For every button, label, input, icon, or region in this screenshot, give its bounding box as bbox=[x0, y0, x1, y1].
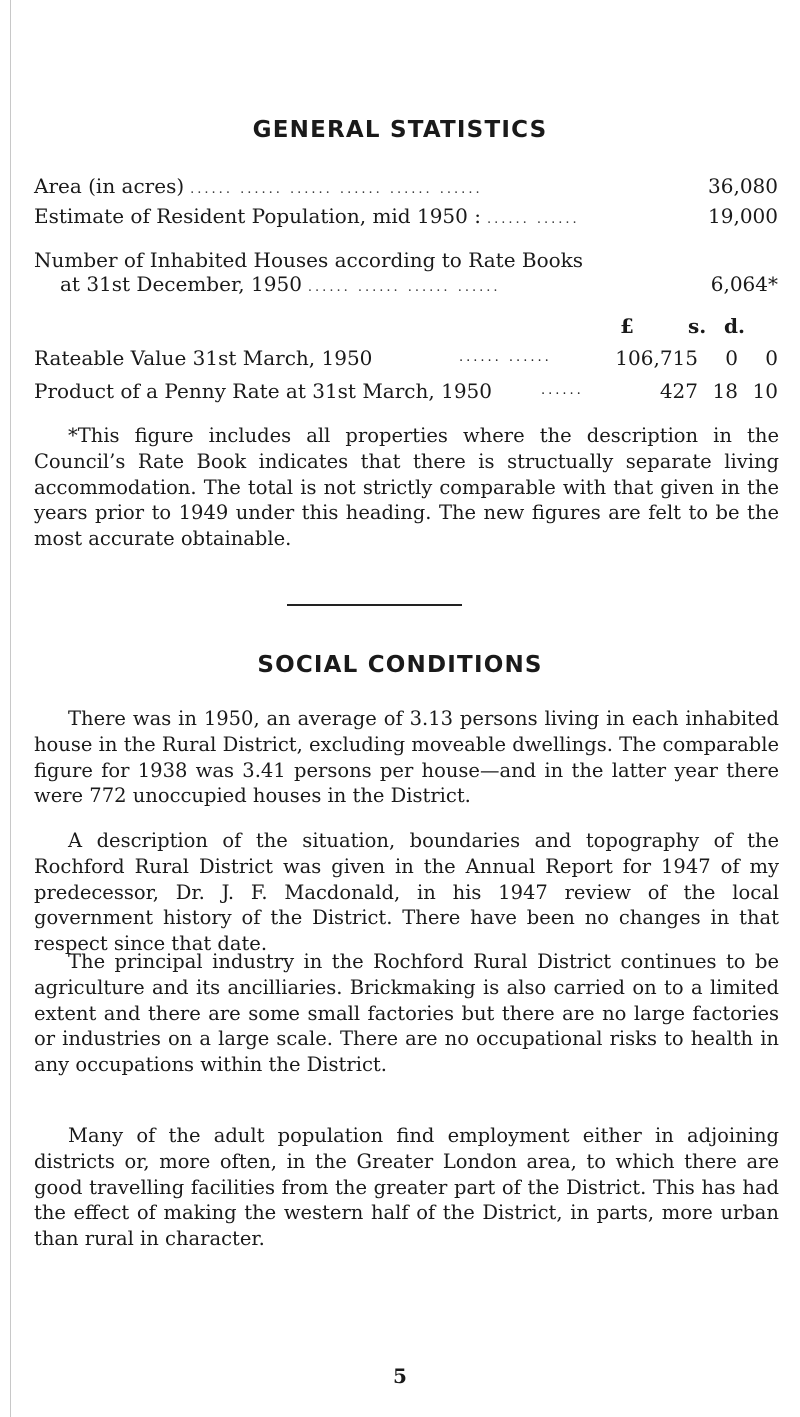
section-divider bbox=[287, 604, 462, 606]
area-value: 36,080 bbox=[708, 174, 778, 198]
rateable-value-row bbox=[34, 346, 778, 372]
penny-shillings: 18 bbox=[712, 379, 738, 403]
general-statistics-heading: GENERAL STATISTICS bbox=[252, 117, 548, 143]
rateable-leader-dots: ...... ...... bbox=[459, 350, 552, 365]
population-label: Estimate of Resident Population, mid 1950 : bbox=[34, 204, 481, 228]
pence-column-header: d. bbox=[724, 314, 745, 338]
penny-rate-row bbox=[34, 379, 778, 405]
shillings-column-header: s. bbox=[688, 314, 707, 338]
penny-leader-dots: ...... bbox=[541, 383, 584, 398]
houses-row-line-1 bbox=[34, 248, 778, 274]
social-paragraph-3: The principal industry in the Rochford Rural District continues to be agriculture and its ancilliaries. Brickmaking is also carried on to a limited extent and there are some small factories but there are no large factories or industries on a large scale. There are no occupational risks to health in any occupations within the District. bbox=[34, 950, 779, 1077]
area-leader-dots: ...... ...... ...... ...... ...... ...... bbox=[190, 182, 483, 197]
rateable-pence: 0 bbox=[765, 346, 778, 370]
area-row bbox=[34, 174, 778, 200]
social-conditions-heading: SOCIAL CONDITIONS bbox=[257, 652, 543, 678]
population-value: 19,000 bbox=[708, 204, 778, 228]
houses-value: 6,064* bbox=[710, 272, 778, 296]
pounds-column-header: £ bbox=[620, 314, 634, 338]
area-label: Area (in acres) bbox=[34, 174, 185, 198]
social-paragraph-2: A description of the situation, boundaries and topography of the Rochford Rural District was given in the Annual Report for 1947 of my predecessor, Dr. J. F. Macdonald, in his 1947 review of the local government history of the District. There have been no changes in that respect since that date. bbox=[34, 829, 779, 956]
population-row bbox=[34, 204, 778, 230]
rateable-value-label: Rateable Value 31st March, 1950 bbox=[34, 346, 373, 370]
social-paragraph-1: There was in 1950, an average of 3.13 persons living in each inhabited house in the Rural District, excluding moveable dwellings. The comparable figure for 1938 was 3.41 persons per house—and in the latter year there were 772 unoccupied houses in the District. bbox=[34, 707, 779, 808]
page-number: 5 bbox=[393, 1364, 407, 1388]
houses-label-line-1: Number of Inhabited Houses according to Rate Books bbox=[34, 248, 584, 272]
social-paragraph-4: Many of the adult population find employment either in adjoining districts or, more often, in the Greater London area, to which there are good travelling facilities from the greater part of the District. This has had the effect of making the western half of the District, in parts, more urban than rural in character. bbox=[34, 1124, 779, 1251]
rateable-pounds: 106,715 bbox=[615, 346, 698, 370]
population-leader-dots: ...... ...... bbox=[486, 212, 580, 227]
houses-leader-dots: ...... ...... ...... ...... bbox=[307, 280, 501, 295]
rateable-shillings: 0 bbox=[725, 346, 738, 370]
footnote-paragraph: *This figure includes all properties where the description in the Council’s Rate Book indicates that there is structually separate living accommodation. The total is not strictly comparable with that given in the years prior to 1949 under this heading. The new figures are felt to be the most accurate obtainable. bbox=[34, 424, 779, 551]
penny-rate-label: Product of a Penny Rate at 31st March, 1950 bbox=[34, 379, 492, 403]
houses-label-line-2: at 31st December, 1950 bbox=[60, 272, 302, 296]
penny-pence: 10 bbox=[752, 379, 778, 403]
page-edge-line bbox=[10, 0, 11, 1417]
penny-pounds: 427 bbox=[659, 379, 698, 403]
houses-row-line-2 bbox=[60, 272, 778, 298]
